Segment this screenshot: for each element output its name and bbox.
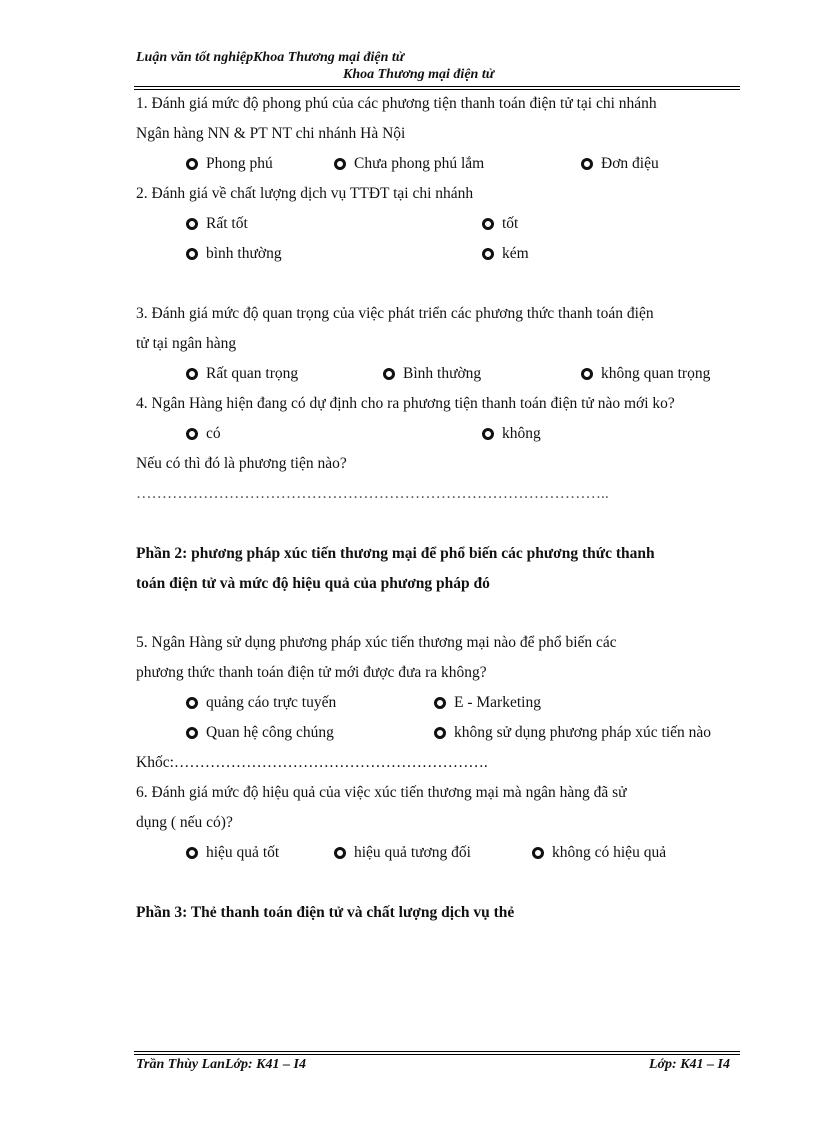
radio-bullet-icon: [581, 158, 593, 170]
radio-bullet-icon: [482, 218, 494, 230]
q3-option-2[interactable]: Bình thường: [383, 365, 481, 383]
q2-option-4[interactable]: kém: [482, 245, 529, 263]
header-subtitle: Khoa Thương mại điện tử: [343, 67, 495, 82]
radio-bullet-icon: [186, 158, 198, 170]
q2-option-3[interactable]: bình thường: [186, 245, 282, 263]
q2-option-1[interactable]: Rất tốt: [186, 215, 248, 233]
q5-text-line1: 5. Ngân Hàng sử dụng phương pháp xúc tiến thương mại nào để phổ biến các: [136, 634, 617, 651]
q5-text-line2: phương thức thanh toán điện tử mới được đưa ra không?: [136, 664, 487, 681]
q1-text-line2: Ngân hàng NN & PT NT chi nhánh Hà Nội: [136, 125, 406, 142]
q6-text-line1: 6. Đánh giá mức độ hiệu quả của việc xúc tiến thương mại mà ngân hàng đã sử: [136, 784, 627, 801]
q2-option-2[interactable]: tốt: [482, 215, 518, 233]
q3-text-line1: 3. Đánh giá mức độ quan trọng của việc phát triển các phương thức thanh toán điện: [136, 305, 654, 322]
q3-option-3[interactable]: không quan trọng: [581, 365, 710, 383]
q5-option-3[interactable]: Quan hệ công chúng: [186, 724, 334, 742]
part3-heading: Phần 3: Thẻ thanh toán điện tử và chất lượng dịch vụ thẻ: [136, 904, 515, 921]
radio-bullet-icon: [532, 847, 544, 859]
q6-option-2[interactable]: hiệu quả tương đối: [334, 844, 471, 862]
radio-bullet-icon: [434, 727, 446, 739]
radio-bullet-icon: [186, 218, 198, 230]
q1-option-1[interactable]: Phong phú: [186, 155, 273, 173]
q5-other-field[interactable]: Khốc:…………………………………………………….: [136, 754, 488, 771]
q1-option-2[interactable]: Chưa phong phú lắm: [334, 155, 484, 173]
header-rule-bottom: [134, 89, 740, 90]
radio-bullet-icon: [334, 158, 346, 170]
radio-bullet-icon: [383, 368, 395, 380]
part2-heading-line1: Phần 2: phương pháp xúc tiến thương mại để phổ biến các phương thức thanh: [136, 545, 655, 562]
radio-bullet-icon: [186, 727, 198, 739]
q4-answer-blank[interactable]: ………………………………………………………………………………..: [136, 485, 609, 502]
footer-left: Trần Thùy LanLớp: K41 – I4: [136, 1057, 306, 1072]
q5-option-4[interactable]: không sử dụng phương pháp xúc tiến nào: [434, 724, 711, 742]
q2-text: 2. Đánh giá về chất lượng dịch vụ TTĐT tại chi nhánh: [136, 185, 474, 202]
q4-text: 4. Ngân Hàng hiện đang có dự định cho ra phương tiện thanh toán điện tử nào mới ko?: [136, 395, 675, 412]
q4-option-2[interactable]: không: [482, 425, 541, 443]
q1-text-line1: 1. Đánh giá mức độ phong phú của các phương tiện thanh toán điện tử tại chi nhánh: [136, 95, 657, 112]
part2-heading-line2: toán điện tử và mức độ hiệu quả của phương pháp đó: [136, 575, 490, 592]
radio-bullet-icon: [186, 847, 198, 859]
q5-option-2[interactable]: E - Marketing: [434, 694, 541, 712]
q6-option-1[interactable]: hiệu quả tốt: [186, 844, 279, 862]
footer-right: Lớp: K41 – I4: [648, 1057, 730, 1072]
q3-text-line2: tử tại ngân hàng: [136, 335, 237, 352]
q3-option-1[interactable]: Rất quan trọng: [186, 365, 298, 383]
radio-bullet-icon: [482, 248, 494, 260]
header-rule-top: [134, 86, 740, 87]
q6-text-line2: dụng ( nếu có)?: [136, 814, 233, 831]
q1-option-3[interactable]: Đơn điệu: [581, 155, 659, 173]
q4-option-1[interactable]: có: [186, 425, 221, 443]
radio-bullet-icon: [581, 368, 593, 380]
radio-bullet-icon: [334, 847, 346, 859]
radio-bullet-icon: [186, 428, 198, 440]
footer-rule-top: [134, 1051, 740, 1052]
header-title: Luận văn tốt nghiệpKhoa Thương mại điện tử: [136, 50, 405, 65]
q4-followup: Nếu có thì đó là phương tiện nào?: [136, 455, 347, 472]
radio-bullet-icon: [482, 428, 494, 440]
q6-option-3[interactable]: không có hiệu quả: [532, 844, 666, 862]
q5-option-1[interactable]: quảng cáo trực tuyến: [186, 694, 336, 712]
radio-bullet-icon: [434, 697, 446, 709]
footer-rule-bottom: [134, 1054, 740, 1055]
radio-bullet-icon: [186, 248, 198, 260]
radio-bullet-icon: [186, 697, 198, 709]
radio-bullet-icon: [186, 368, 198, 380]
